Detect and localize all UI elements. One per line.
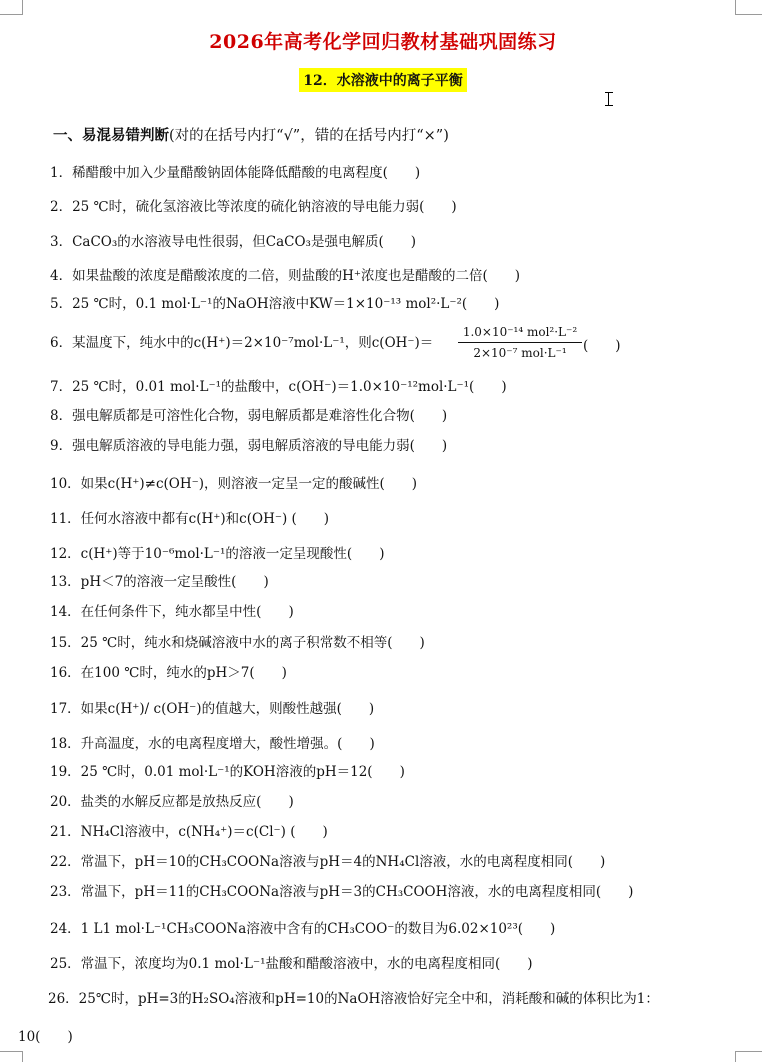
question-item: 12．c(H⁺)等于10⁻⁶mol·L⁻¹的溶液一定呈现酸性( ) (50, 546, 385, 562)
question-item: 16．在100 ℃时，纯水的pH＞7( ) (50, 665, 287, 681)
question-item: 18．升高温度，水的电离程度增大，酸性增强。( ) (50, 736, 375, 752)
question-item: 7．25 ℃时，0.01 mol·L⁻¹的盐酸中，c(OH⁻)＝1.0×10⁻¹²mol·L⁻¹( ) (50, 379, 507, 395)
question-item: 2．25 ℃时，硫化氢溶液比等浓度的硫化钠溶液的导电能力弱( ) (50, 199, 457, 215)
section-subtitle: 12．水溶液中的离子平衡 (299, 68, 466, 92)
question-item: 15．25 ℃时，纯水和烧碱溶液中水的离子积常数不相等( ) (50, 635, 425, 651)
question-item: 21．NH₄Cl溶液中，c(NH₄⁺)＝c(Cl⁻) ( ) (50, 824, 328, 840)
question-item: 3．CaCO₃的水溶液导电性很弱，但CaCO₃是强电解质( ) (50, 234, 416, 250)
question-item: 23．常温下，pH＝11的CH₃COONa溶液与pH＝3的CH₃COOH溶液，水的电离程度相同( ) (50, 884, 634, 900)
question-item: 5．25 ℃时，0.1 mol·L⁻¹的NaOH溶液中KW＝1×10⁻¹³ mol²·L⁻²( ) (50, 296, 500, 312)
section-heading-label: 一、易混易错判断 (53, 127, 169, 144)
question-item: 25．常温下，浓度均为0.1 mol·L⁻¹盐酸和醋酸溶液中，水的电离程度相同( ) (50, 956, 533, 972)
question-item: 26．25℃时，pH=3的H₂SO₄溶液和pH=10的NaOH溶液恰好完全中和，消耗酸和碱的体积比为1： (48, 991, 659, 1007)
question-item: 14．在任何条件下，纯水都呈中性( ) (50, 604, 294, 620)
question-item: 19．25 ℃时，0.01 mol·L⁻¹的KOH溶液的pH＝12( ) (50, 764, 405, 780)
question-item: 13．pH＜7的溶液一定呈酸性( ) (50, 574, 269, 590)
section-instruction: (对的在括号内打“√”，错的在括号内打“×”) (169, 128, 449, 144)
document-title: 2026年高考化学回归教材基础巩固练习 (209, 31, 557, 53)
question-continuation: 10( ) (18, 1029, 73, 1045)
question-item: 17．如果c(H⁺)/ c(OH⁻)的值越大，则酸性越强( ) (50, 701, 375, 717)
subtitle-row (0, 68, 766, 92)
question-item: 22．常温下，pH＝10的CH₃COONa溶液与pH＝4的NH₄Cl溶液，水的电离程度相同( ) (50, 854, 606, 870)
question-item: 11．任何水溶液中都有c(H⁺)和c(OH⁻) ( ) (50, 511, 330, 527)
fraction-denominator: 2×10⁻⁷ mol·L⁻¹ (473, 346, 567, 360)
question-item: 8．强电解质都是可溶性化合物，弱电解质都是难溶性化合物( ) (50, 408, 448, 424)
q6-fraction (458, 325, 582, 360)
text-cursor-icon (608, 92, 616, 106)
question-item: 24．1 L1 mol·L⁻¹CH₃COONa溶液中含有的CH₃COO⁻的数目为6.02×10²³( ) (50, 921, 556, 937)
fraction-numerator: 1.0×10⁻¹⁴ mol²·L⁻² (458, 325, 582, 343)
question-item: 6．某温度下，纯水中的c(H⁺)＝2×10⁻⁷mol·L⁻¹，则c(OH⁻)＝ (50, 335, 434, 351)
question-item: 9．强电解质溶液的导电能力强，弱电解质溶液的导电能力弱( ) (50, 438, 448, 454)
q6-answer-bracket: ( ) (583, 338, 621, 354)
question-item: 4．如果盐酸的浓度是醋酸浓度的二倍，则盐酸的H⁺浓度也是醋酸的二倍( ) (50, 268, 521, 284)
page-corner-mark (0, 1051, 23, 1062)
question-item: 1．稀醋酸中加入少量醋酸钠固体能降低醋酸的电离程度( ) (50, 165, 421, 181)
section-heading (53, 124, 449, 145)
page-corner-mark (735, 1051, 762, 1062)
question-item: 20．盐类的水解反应都是放热反应( ) (50, 794, 294, 810)
page-corner-mark (0, 0, 23, 15)
page-corner-mark (735, 0, 762, 15)
question-item: 10．如果c(H⁺)≠c(OH⁻)，则溶液一定呈一定的酸碱性( ) (50, 476, 418, 492)
